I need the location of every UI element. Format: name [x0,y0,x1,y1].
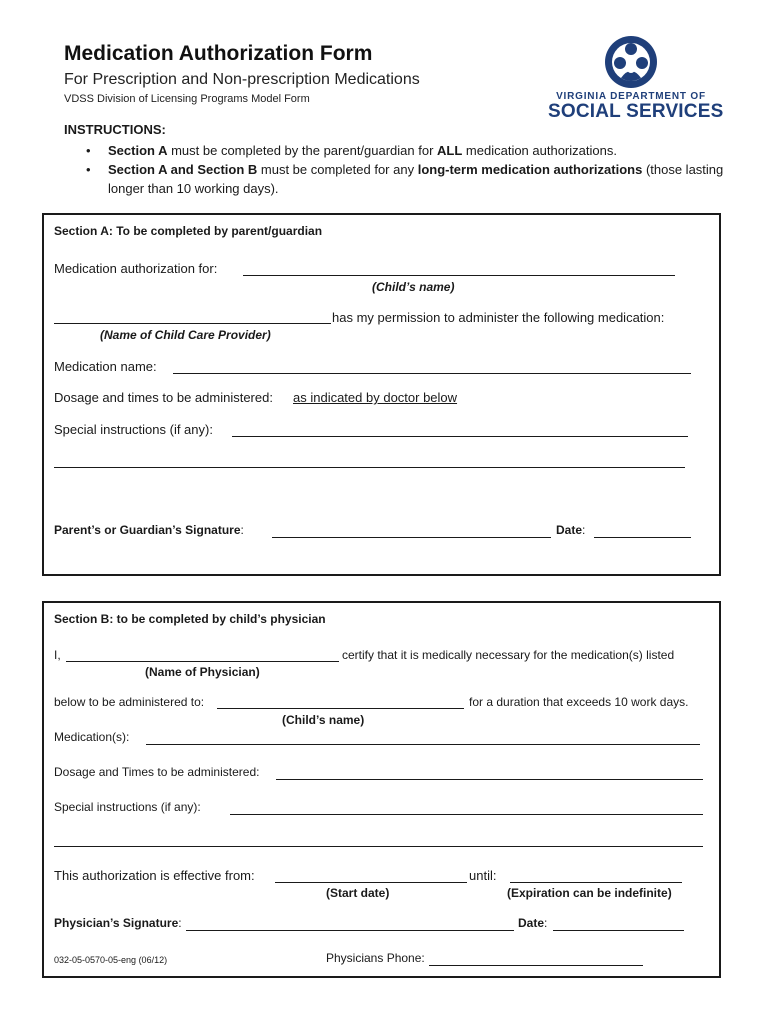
medication-name-field[interactable] [173,373,691,374]
administered-to-label: below to be administered to: [54,695,205,709]
duration-text: for a duration that exceeds 10 work days. [469,695,689,709]
until-label: until: [469,868,497,883]
b-dosage-field[interactable] [276,779,703,780]
physician-name-caption: (Name of Physician) [145,665,260,679]
i-label: I, [54,648,61,662]
parent-signature-field[interactable] [272,537,551,538]
physician-phone-label: Physicians Phone: [326,951,425,965]
special-instructions-field-2[interactable] [54,467,685,468]
form-code: 032-05-0570-05-eng (06/12) [54,955,168,965]
section-b-heading: Section B: to be completed by child’s physician [54,612,326,626]
effective-from-label: This authorization is effective from: [54,868,255,883]
parent-date-label: Date: [556,523,586,537]
instruction-item: • Section A must be completed by the parent/guardian for ALL medication authorizations. [86,141,726,160]
expiration-caption: (Expiration can be indefinite) [507,886,672,900]
provider-name-field[interactable] [54,323,331,324]
division-label: VDSS Division of Licensing Programs Model Form [64,93,310,105]
provider-caption: (Name of Child Care Provider) [100,328,271,342]
special-instructions-field[interactable] [232,436,688,437]
dosage-label: Dosage and times to be administered: [54,390,273,405]
b-special-field-2[interactable] [54,846,703,847]
physician-date-label: Date: [518,916,548,930]
physician-signature-label: Physician’s Signature: [54,916,182,930]
physician-name-field[interactable] [66,661,339,662]
expiration-date-field[interactable] [510,882,682,883]
vdss-logo [548,34,724,122]
form-title: Medication Authorization Form [64,42,373,65]
certify-text: certify that it is medically necessary for the medication(s) listed [342,648,675,662]
parent-signature-label: Parent’s or Guardian’s Signature: [54,523,244,537]
medications-label: Medication(s): [54,730,130,744]
family-circle-icon [601,34,661,90]
b-child-name-field[interactable] [217,708,464,709]
physician-phone-field[interactable] [429,965,643,966]
instructions-list [86,141,726,198]
start-date-field[interactable] [275,882,467,883]
physician-date-field[interactable] [553,930,684,931]
logo-department-text: VIRGINIA DEPARTMENT OF [556,91,706,102]
dosage-value: as indicated by doctor below [293,390,458,405]
medications-field[interactable] [146,744,700,745]
instruction-item: • Section A and Section B must be completed for any long-term medication authorizations (those lasting longer than 10 working days). [86,160,726,198]
b-special-label: Special instructions (if any): [54,800,201,814]
medication-name-label: Medication name: [54,359,157,374]
b-dosage-label: Dosage and Times to be administered: [54,765,260,779]
start-date-caption: (Start date) [326,886,390,900]
auth-for-label: Medication authorization for: [54,261,218,276]
special-instructions-label: Special instructions (if any): [54,422,213,437]
b-special-field[interactable] [230,814,703,815]
b-childs-name-caption: (Child’s name) [282,713,365,727]
physician-signature-field[interactable] [186,930,514,931]
form-subtitle: For Prescription and Non-prescription Medications [64,71,420,88]
permission-text: has my permission to administer the following medication: [332,310,665,325]
logo-social-services-text: SOCIAL SERVICES [548,101,724,122]
section-a-heading: Section A: To be completed by parent/guardian [54,224,323,238]
childs-name-caption: (Child’s name) [372,280,455,294]
parent-date-field[interactable] [594,537,691,538]
instructions-heading: INSTRUCTIONS: [64,122,166,137]
child-name-field[interactable] [243,275,675,276]
